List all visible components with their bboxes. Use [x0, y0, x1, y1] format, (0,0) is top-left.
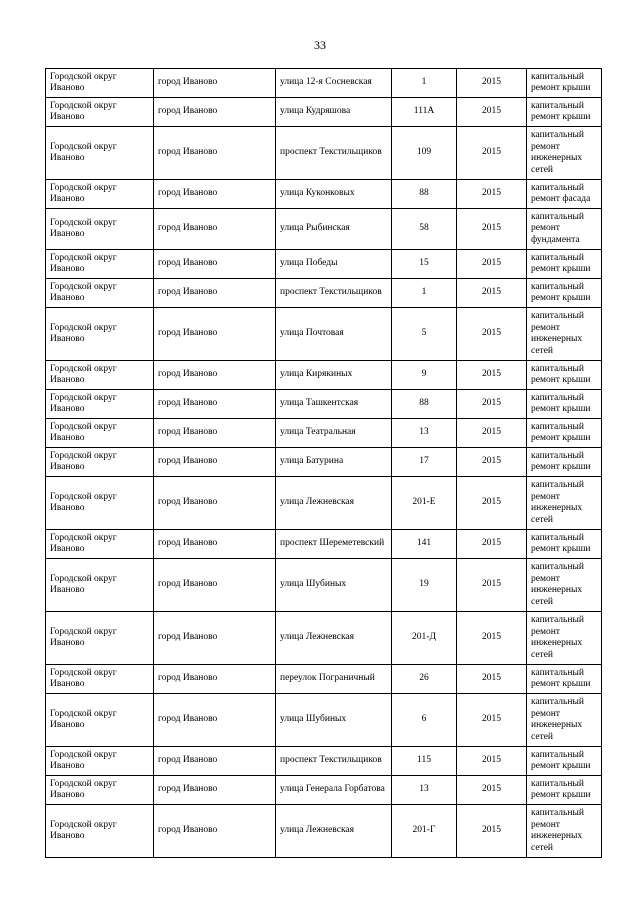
okrug-cell: Городской округ Иваново [46, 694, 154, 747]
work-type-cell: капитальный ремонт крыши [527, 361, 602, 390]
city-cell: город Иваново [154, 308, 276, 361]
table-row [46, 776, 602, 805]
okrug-cell: Городской округ Иваново [46, 665, 154, 694]
city-cell: город Иваново [154, 250, 276, 279]
year-cell: 2015 [457, 308, 527, 361]
house-number-cell: 201-Е [392, 477, 457, 530]
city-cell: город Иваново [154, 69, 276, 98]
table-row [46, 665, 602, 694]
year-cell: 2015 [457, 69, 527, 98]
okrug-cell: Городской округ Иваново [46, 448, 154, 477]
street-cell: проспект Шереметевский [276, 530, 392, 559]
street-cell: улица Шубиных [276, 694, 392, 747]
street-cell: улица 12-я Сосневская [276, 69, 392, 98]
year-cell: 2015 [457, 665, 527, 694]
okrug-cell: Городской округ Иваново [46, 361, 154, 390]
okrug-cell: Городской округ Иваново [46, 250, 154, 279]
street-cell: улица Куконковых [276, 180, 392, 209]
table-row [46, 612, 602, 665]
city-cell: город Иваново [154, 448, 276, 477]
work-type-cell: капитальный ремонт крыши [527, 279, 602, 308]
year-cell: 2015 [457, 361, 527, 390]
table-row [46, 747, 602, 776]
table-row [46, 98, 602, 127]
street-cell: улица Кудряшова [276, 98, 392, 127]
okrug-cell: Городской округ Иваново [46, 180, 154, 209]
house-number-cell: 58 [392, 209, 457, 250]
city-cell: город Иваново [154, 98, 276, 127]
year-cell: 2015 [457, 694, 527, 747]
year-cell: 2015 [457, 805, 527, 858]
work-type-cell: капитальный ремонт инженерных сетей [527, 694, 602, 747]
house-number-cell: 13 [392, 776, 457, 805]
work-type-cell: капитальный ремонт крыши [527, 390, 602, 419]
table-row [46, 308, 602, 361]
table-row [46, 805, 602, 858]
city-cell: город Иваново [154, 390, 276, 419]
table-row [46, 419, 602, 448]
year-cell: 2015 [457, 250, 527, 279]
city-cell: город Иваново [154, 209, 276, 250]
okrug-cell: Городской округ Иваново [46, 390, 154, 419]
house-number-cell: 109 [392, 127, 457, 180]
work-type-cell: капитальный ремонт фасада [527, 180, 602, 209]
street-cell: улица Рыбинская [276, 209, 392, 250]
work-type-cell: капитальный ремонт крыши [527, 69, 602, 98]
year-cell: 2015 [457, 559, 527, 612]
house-number-cell: 201-Д [392, 612, 457, 665]
table-row [46, 250, 602, 279]
table-row [46, 448, 602, 477]
street-cell: улица Лежневская [276, 612, 392, 665]
house-number-cell: 1 [392, 279, 457, 308]
year-cell: 2015 [457, 776, 527, 805]
city-cell: город Иваново [154, 127, 276, 180]
house-number-cell: 88 [392, 180, 457, 209]
street-cell: улица Почтовая [276, 308, 392, 361]
okrug-cell: Городской округ Иваново [46, 559, 154, 612]
year-cell: 2015 [457, 448, 527, 477]
year-cell: 2015 [457, 477, 527, 530]
work-type-cell: капитальный ремонт инженерных сетей [527, 612, 602, 665]
street-cell: проспект Текстильщиков [276, 279, 392, 308]
okrug-cell: Городской округ Иваново [46, 747, 154, 776]
table-row [46, 69, 602, 98]
work-type-cell: капитальный ремонт инженерных сетей [527, 477, 602, 530]
street-cell: улица Лежневская [276, 805, 392, 858]
city-cell: город Иваново [154, 776, 276, 805]
work-type-cell: капитальный ремонт инженерных сетей [527, 559, 602, 612]
okrug-cell: Городской округ Иваново [46, 98, 154, 127]
work-type-cell: капитальный ремонт фундамента [527, 209, 602, 250]
house-number-cell: 13 [392, 419, 457, 448]
street-cell: улица Лежневская [276, 477, 392, 530]
okrug-cell: Городской округ Иваново [46, 776, 154, 805]
house-number-cell: 15 [392, 250, 457, 279]
okrug-cell: Городской округ Иваново [46, 612, 154, 665]
year-cell: 2015 [457, 180, 527, 209]
house-number-cell: 5 [392, 308, 457, 361]
city-cell: город Иваново [154, 419, 276, 448]
city-cell: город Иваново [154, 530, 276, 559]
city-cell: город Иваново [154, 747, 276, 776]
street-cell: улица Театральная [276, 419, 392, 448]
okrug-cell: Городской округ Иваново [46, 477, 154, 530]
city-cell: город Иваново [154, 361, 276, 390]
okrug-cell: Городской округ Иваново [46, 805, 154, 858]
house-number-cell: 111А [392, 98, 457, 127]
year-cell: 2015 [457, 530, 527, 559]
street-cell: улица Ташкентская [276, 390, 392, 419]
house-number-cell: 26 [392, 665, 457, 694]
table-row [46, 559, 602, 612]
city-cell: город Иваново [154, 279, 276, 308]
city-cell: город Иваново [154, 180, 276, 209]
okrug-cell: Городской округ Иваново [46, 209, 154, 250]
work-type-cell: капитальный ремонт крыши [527, 98, 602, 127]
street-cell: улица Батурина [276, 448, 392, 477]
work-type-cell: капитальный ремонт крыши [527, 776, 602, 805]
house-number-cell: 6 [392, 694, 457, 747]
okrug-cell: Городской округ Иваново [46, 419, 154, 448]
year-cell: 2015 [457, 390, 527, 419]
street-cell: улица Генерала Горбатова [276, 776, 392, 805]
page-number: 33 [314, 38, 326, 52]
house-number-cell: 9 [392, 361, 457, 390]
work-type-cell: капитальный ремонт инженерных сетей [527, 805, 602, 858]
table-row [46, 127, 602, 180]
work-type-cell: капитальный ремонт инженерных сетей [527, 308, 602, 361]
street-cell: улица Шубиных [276, 559, 392, 612]
house-number-cell: 17 [392, 448, 457, 477]
work-type-cell: капитальный ремонт крыши [527, 747, 602, 776]
work-type-cell: капитальный ремонт крыши [527, 448, 602, 477]
table-row [46, 209, 602, 250]
table-row [46, 530, 602, 559]
year-cell: 2015 [457, 612, 527, 665]
okrug-cell: Городской округ Иваново [46, 127, 154, 180]
city-cell: город Иваново [154, 665, 276, 694]
work-type-cell: капитальный ремонт крыши [527, 250, 602, 279]
work-type-cell: капитальный ремонт крыши [527, 530, 602, 559]
table-row [46, 279, 602, 308]
house-number-cell: 115 [392, 747, 457, 776]
year-cell: 2015 [457, 279, 527, 308]
street-cell: переулок Пограничный [276, 665, 392, 694]
table-row [46, 694, 602, 747]
street-cell: улица Кирякиных [276, 361, 392, 390]
street-cell: улица Победы [276, 250, 392, 279]
okrug-cell: Городской округ Иваново [46, 279, 154, 308]
okrug-cell: Городской округ Иваново [46, 69, 154, 98]
year-cell: 2015 [457, 127, 527, 180]
house-number-cell: 1 [392, 69, 457, 98]
housing-repair-table [45, 68, 602, 858]
table-row [46, 180, 602, 209]
city-cell: город Иваново [154, 559, 276, 612]
work-type-cell: капитальный ремонт инженерных сетей [527, 127, 602, 180]
year-cell: 2015 [457, 98, 527, 127]
city-cell: город Иваново [154, 477, 276, 530]
year-cell: 2015 [457, 747, 527, 776]
table-row [46, 477, 602, 530]
house-number-cell: 141 [392, 530, 457, 559]
city-cell: город Иваново [154, 694, 276, 747]
year-cell: 2015 [457, 419, 527, 448]
table-row [46, 390, 602, 419]
street-cell: проспект Текстильщиков [276, 127, 392, 180]
table-row [46, 361, 602, 390]
okrug-cell: Городской округ Иваново [46, 308, 154, 361]
house-number-cell: 201-Г [392, 805, 457, 858]
city-cell: город Иваново [154, 612, 276, 665]
house-number-cell: 88 [392, 390, 457, 419]
work-type-cell: капитальный ремонт крыши [527, 419, 602, 448]
house-number-cell: 19 [392, 559, 457, 612]
street-cell: проспект Текстильщиков [276, 747, 392, 776]
city-cell: город Иваново [154, 805, 276, 858]
work-type-cell: капитальный ремонт крыши [527, 665, 602, 694]
year-cell: 2015 [457, 209, 527, 250]
okrug-cell: Городской округ Иваново [46, 530, 154, 559]
